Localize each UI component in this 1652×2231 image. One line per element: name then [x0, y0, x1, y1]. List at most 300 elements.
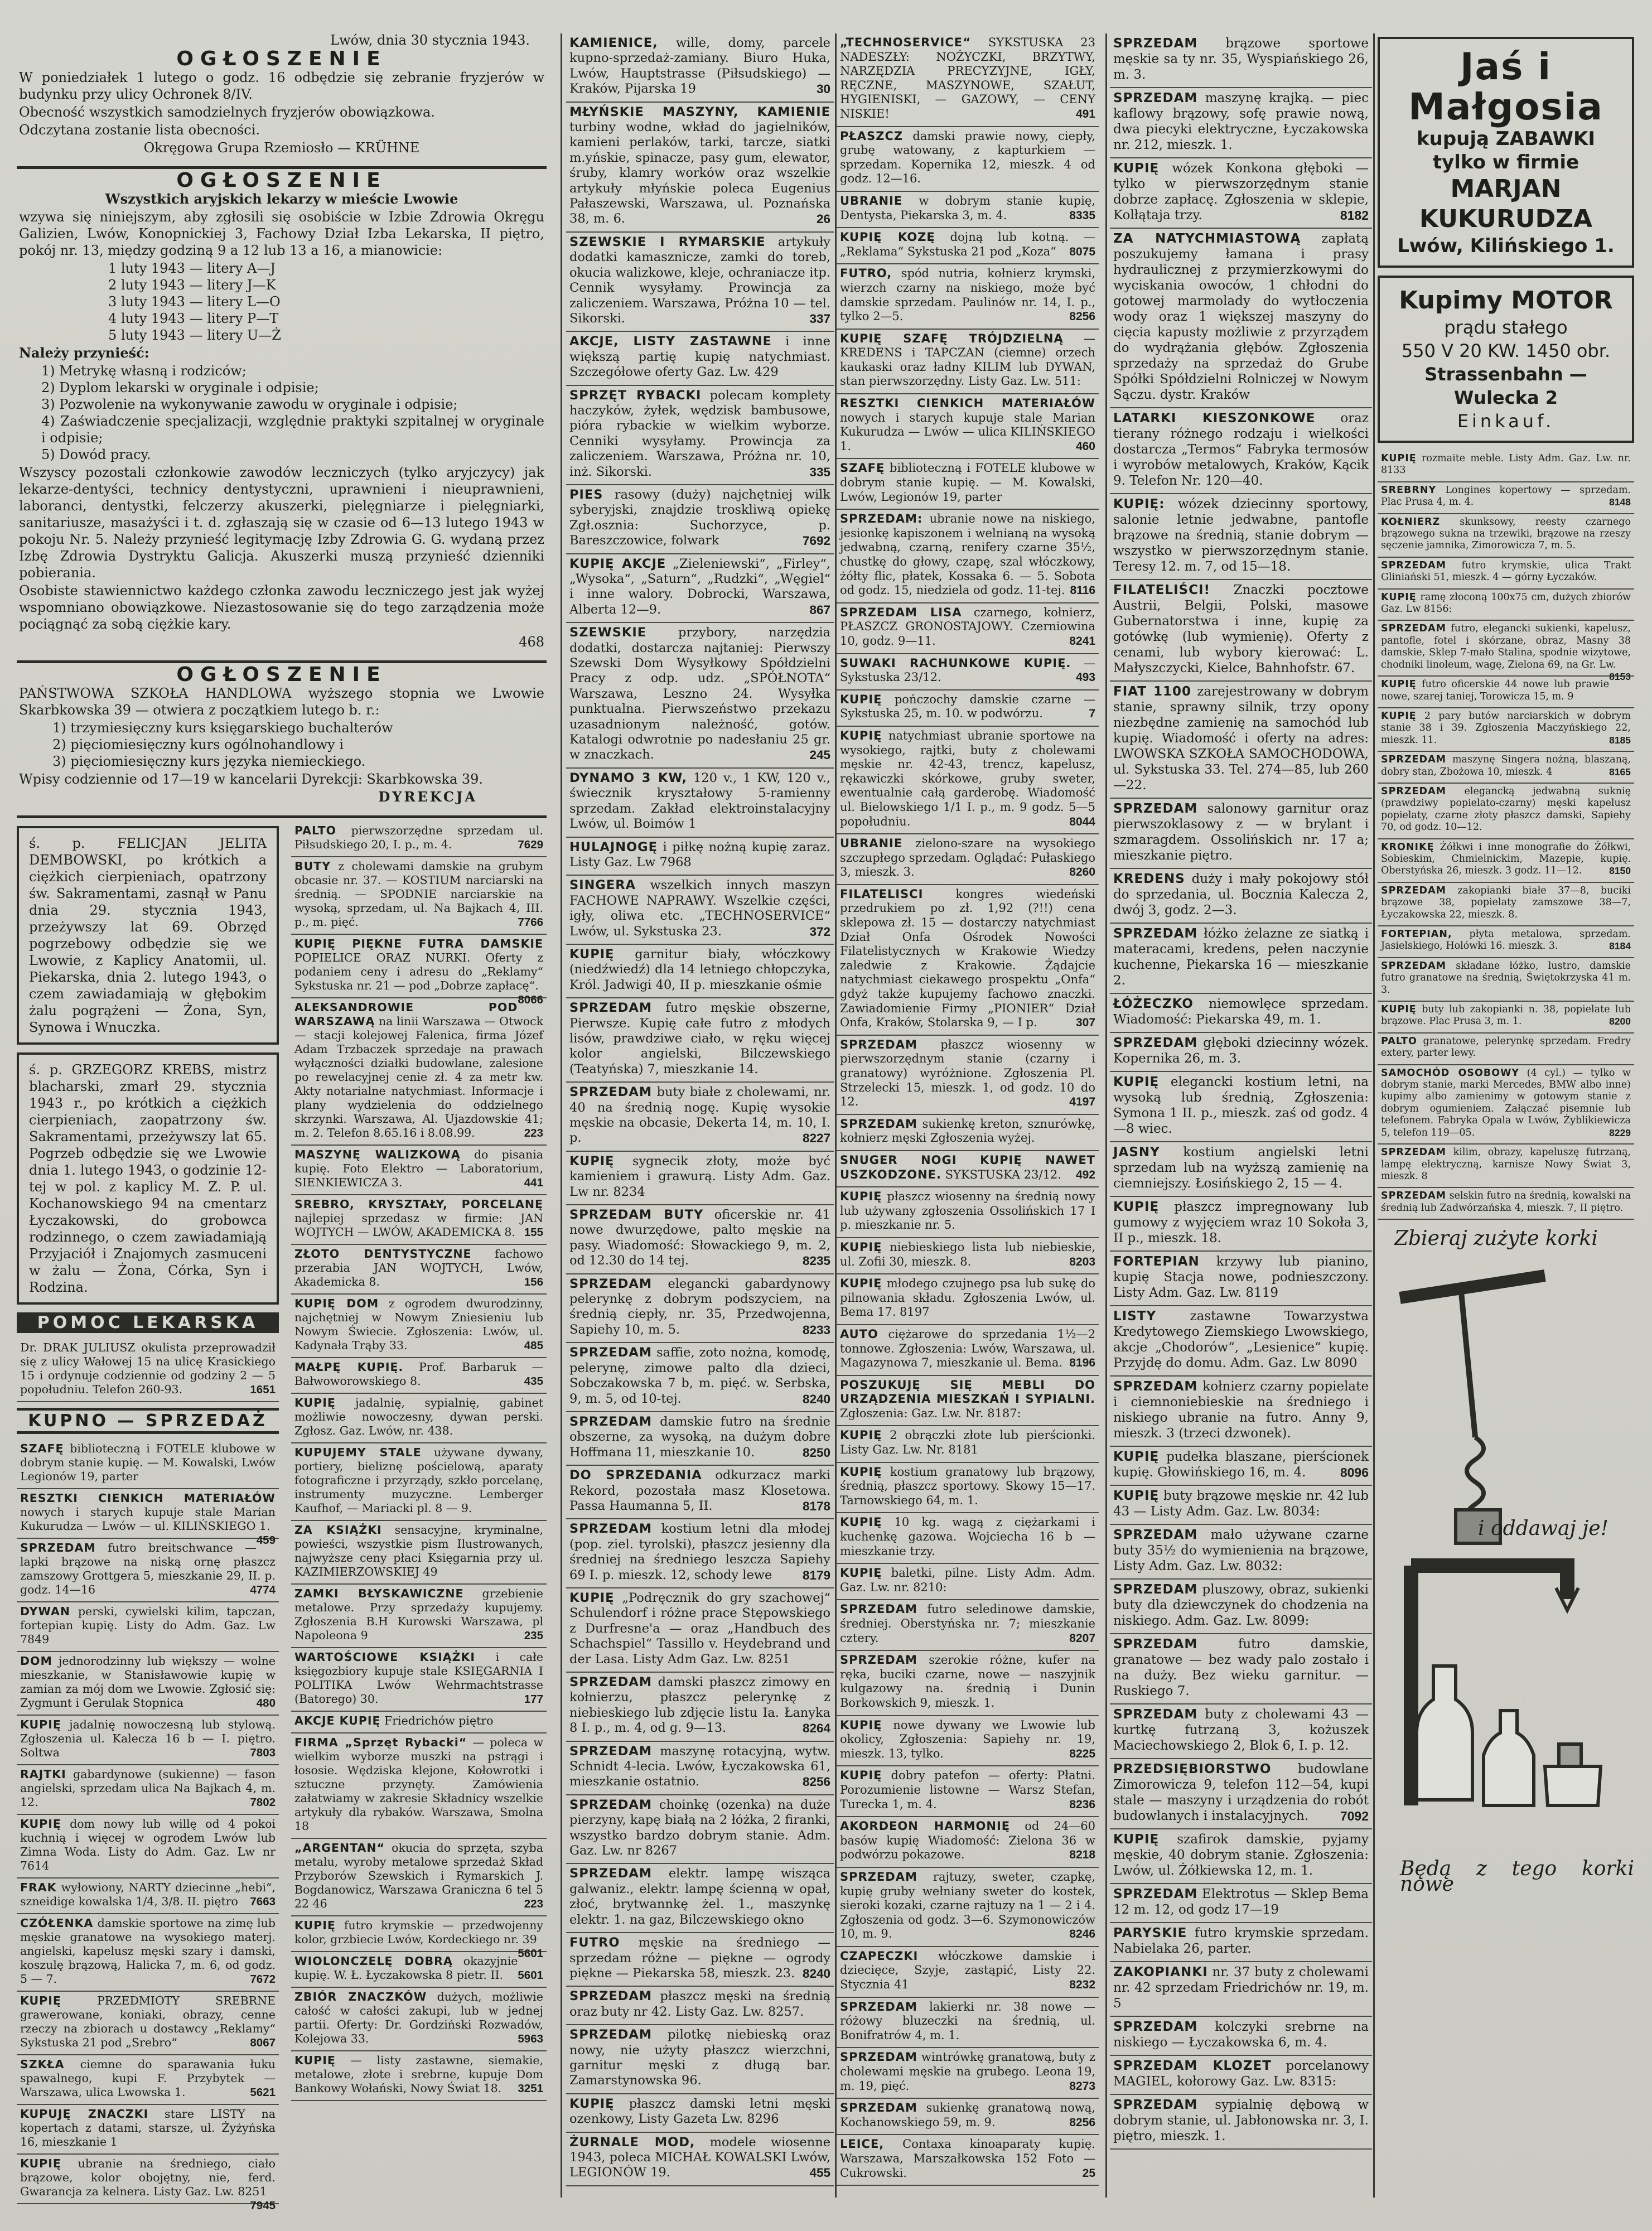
ad-keyword: KOŁNIERZ [1381, 516, 1441, 528]
classified-ad [566, 1519, 834, 1588]
column-ads [566, 33, 834, 2186]
ad-ref: 223 [524, 1127, 543, 1139]
classified-ad [1110, 33, 1372, 88]
classified-ad [1110, 869, 1372, 924]
ad-keyword: SZKŁA [20, 2058, 65, 2071]
ad-ref: 8067 [250, 2036, 276, 2049]
ad-keyword: SPRZEDAM BUTY [569, 1208, 704, 1223]
ad-text: ciemne do sparawania łuku spawalnego, kupi F. Przybytek — Warszawa, ulica Lwowska 1. [20, 2058, 276, 2099]
classified-ad [1378, 451, 1634, 482]
classified-ad [1378, 926, 1634, 958]
ad-keyword: AUTO [840, 1327, 878, 1341]
ad-keyword: KREDENS [1113, 872, 1185, 886]
classified-ad [837, 1564, 1099, 1600]
classified-ad [1110, 1704, 1372, 1759]
classified-ad [291, 1916, 547, 1960]
ad-text: damskie futro na średnie obszerne, za wysoką, na dużym dobre Hoffmana 11, mieszkanie 10. [569, 1414, 830, 1460]
classified-ad [566, 1083, 834, 1152]
classified-ad [1378, 883, 1634, 926]
schedule-line: 4 luty 1943 — litery P—T [108, 311, 279, 326]
schedule-line: 5 luty 1943 — litery U—Ż [108, 327, 281, 343]
classified-ad [1110, 799, 1372, 869]
classified-ad [1110, 229, 1372, 408]
ad-ref: 435 [524, 1375, 543, 1388]
ad-ref: 8096 [1340, 1465, 1369, 1480]
ad-text: „Zieleniewski“, „Firley“, „Wysoka“, „Saturn“, „Rudzki“, „Węgiel“ i inne walory. Dobrocki, Warszawa, Alberta 12—9. [569, 556, 830, 617]
ad-line: kupują ZABAWKI [1417, 128, 1595, 150]
ad-text: gabardynowe (sukienne) — fason angielski, sprzedam ulica Na Bajkach 4, m. 12. [20, 1768, 276, 1809]
classified-ad [837, 330, 1099, 394]
ad-keyword: MASZYNĘ WALIZKOWĄ [294, 1148, 461, 1161]
ad-text: dojną lub kotną. — „Reklama“ Sykstuska 21 pod „Koza“ [840, 230, 1095, 258]
ad-text: futro, elegancki sukienki, kapelusz, pantofle, fotel i skórzane, obraz, Masny 38 damskie, Sklep 7-mało Stalina, spodnie wizytowe, chodniki linoleum, wagę, Zielona 69, na Gr. Lw. [1381, 623, 1631, 670]
ad-text: damskie sportowe na zimę lub męskie granatowe na wysokiego materj. angielski, kapelusz męski szary i damski, koszulę brązową, Halicka 7, m. 6, od godz. 5 — 7. [20, 1916, 276, 1986]
classified-ad [291, 998, 547, 1146]
classified-ad [1110, 1033, 1372, 1072]
ad-text: oraz tierany różnego rodzaju i wielkości dostarcza „Termos“ Fabryka termosów i wyrobów metalowych, Kraków, Kącik 9. Telefon Nr. 120—40. [1113, 411, 1369, 488]
ad-text: Zgłoszenia: Gaz. Lw. Nr. 8187: [840, 1406, 1021, 1420]
ad-ref: 155 [524, 1226, 543, 1239]
course-item: 1) trzymiesięczny kurs księgarskiego buchalterów [52, 720, 393, 736]
ad-keyword: SPRZEDAM KLOZET [1113, 2059, 1272, 2073]
ad-keyword: KUPIĘ [20, 1718, 61, 1731]
ad-text: buty białe z cholewami, nr. 40 na średnią nogę. Kupię wysokie męskie na obcasie, Dekerta 14, m. 10, I. p. [569, 1085, 830, 1146]
ad-text: sukienkę granatową nową, Kochanowskiego 59, m. 9. [840, 2101, 1095, 2129]
classified-ad [1378, 590, 1634, 621]
ad-keyword: SPRZEDAM [840, 1602, 917, 1616]
ad-ref: 372 [809, 924, 830, 939]
classified-ad [1378, 677, 1634, 708]
ad-keyword: SPRZEDAM [1113, 2020, 1198, 2034]
ad-ref: 7692 [802, 534, 830, 548]
ad-text: łóżko żelazne ze siatką i materacami, kredens, pełen naczynie kuchenne, Piekarska 16 — mieszkanie 2. [1113, 926, 1369, 988]
classified-ad [566, 332, 834, 385]
ad-keyword: KUPIĘ [1381, 1004, 1417, 1016]
ad-ref: 307 [1075, 1016, 1095, 1030]
ad-text: okazyjnie kupię. W. Ł. Łyczakowska 8 pietr. II. [294, 1954, 518, 1982]
ad-text: odkurzacz marki Rekord, pozostała masz Klosetowa. Passa Haumanna 5, II. [569, 1468, 830, 1513]
ad-text: brązowe sportowe męskie sa ty nr. 35, Wyspiańskiego 26, m. 3. [1113, 36, 1369, 82]
ad-text: w dobrym stanie kupię, Dentysta, Piekarska 3, m. 4. [840, 194, 1095, 222]
ad-text: szerokie różne, kufer na ręka, buciki czarne, nowe — naszyjnik kulgazowy na. średnią i Dunin Borkowskich 9, mieszk. 1. [840, 1653, 1095, 1710]
ad-text: zarejestrowany w dobrym stanie, sprawny silnik, trzy opony niezbędne zamienię na samochód lub kupię. Wiadomość i oferty na adres: LWOWSKA SZKOŁA SAMOCHODOWA, ul. Sykstuska 33. Tel. 274—85, lub 260—22. [1113, 684, 1369, 793]
classified-ad [17, 2055, 279, 2105]
ad-keyword: BUTY [294, 859, 331, 873]
classified-ad [1110, 1962, 1372, 2017]
divider [17, 815, 547, 818]
ad-keyword: CZAPECZKI [840, 1949, 919, 1963]
classified-ad [291, 1245, 547, 1295]
classified-ad [1378, 1065, 1634, 1145]
ad-keyword: SPRZEDAM [1381, 1147, 1447, 1158]
ad-ref: 8185 [1609, 734, 1631, 746]
notice-closing: Wszyscy pozostali członkowie zawodów leczniczych (tylko aryjczycy) jak lekarze-dentyści, technicy dentystyczni, uprawnieni i nieuprawnieni, laboranci, dentystki, felczerzy akuszerki, pielęgniarze i pielęgniarki, sanitariusze, masażyści i t. d. zgłaszają się w czasie od 6—13 lutego 1943 w pokoju Nr. 5. Należy przynieść legitymację Izby Zdrowia G. G. wydaną przez Izbę Zdrowia Dystryktu Galicja. Akuszerki muszą przynieść dzienniki pobierania. [19, 465, 544, 581]
ad-keyword: SPRZEDAM [569, 1744, 653, 1759]
ad-keyword: KUPIĘ [840, 1515, 882, 1529]
ad-text: ciężarowe do sprzedania 1½—2 tonnowe. Zgłoszenia: Lwów, Warszawa, ul. Magazynowa 7, mieszkanie ul. Bema. [840, 1327, 1095, 1370]
classified-ad [837, 2135, 1099, 2186]
ad-line: Einkauf. [1457, 411, 1555, 432]
section-band: POMOC LEKARSKA [17, 1312, 279, 1333]
ad-keyword: KUPIĘ [294, 1396, 336, 1409]
classified-ad [566, 2133, 834, 2186]
classified-ad [837, 1274, 1099, 1325]
ad-text: i inne większą partię kupię natychmiast. Szczegółowe oferty Gaz. Lw. 429 [569, 334, 830, 380]
classified-ad [566, 1588, 834, 1673]
ad-keyword: LEICE, [840, 2137, 885, 2151]
ad-text: szafirok damskie, pyjamy męskie, 40 dobrym stanie. Zgłoszenia: Lwów, ul. Żółkiewska 12, m. 1. [1113, 1832, 1369, 1878]
requirement-item: 5) Dowód pracy. [41, 447, 151, 462]
classified-ad [1378, 1188, 1634, 1220]
ad-text: futro breitschwance — lapki brązowe na niską ornę płaszcz zamszowy Grottgera 5, mieszkanie 29, II. p. godz. 14—16 [20, 1541, 276, 1596]
ad-ref: 8250 [802, 1445, 830, 1460]
ad-text: pończochy damskie czarne — Sykstuska 25, m. 10. w podwórzu. [840, 692, 1095, 721]
ad-keyword: FORTEPIAN, [1381, 929, 1452, 940]
ad-keyword: KUPIĘ [840, 728, 882, 742]
illustration-caption: i oddawaj je! [1478, 1517, 1608, 1541]
ad-text: wintrówkę granatową, buty z cholewami męskie na grubego. Leona 19, m. 19, pięć. [840, 2050, 1095, 2093]
classified-ad [837, 2099, 1099, 2135]
ad-text: używane dywany, portiery, bieliznę pościelową, aparaty fotograficzne i przyrządy, szkło porcelanę, instrumenty muzyczne. Lemberger Kaufhof, — Mariacki pl. 8 — 9. [294, 1446, 543, 1515]
ad-keyword: SPRZEDAM [1113, 36, 1198, 51]
ad-text: i całe księgozbiory kupuje stale KSIĘGARNIA I POLITIKA Lwów Wehrmachtstrasse (Batorego) 30. [294, 1650, 543, 1706]
ad-ref: 3251 [518, 2082, 543, 2095]
ad-keyword: KUPIĘ [1381, 453, 1417, 464]
ad-keyword: DYNAMO 3 KW, [569, 770, 687, 785]
ad-text: futro oficerskie 44 nowe lub prawie nowe, szarej taniej, Torowicza 15, m. 9 [1381, 679, 1610, 702]
ad-text: fachowo przerabia JAN WOJTYCH, Lwów, Akademicka 8. [294, 1247, 543, 1288]
ad-keyword: SPRZEDAM [1381, 960, 1447, 972]
ad-ref: 156 [524, 1276, 543, 1288]
ad-keyword: SPRZEDAM [1113, 1887, 1198, 1901]
ad-text: pierwszorzędne sprzedam ul. Piłsudskiego 20, I. p., m. 4. [294, 824, 543, 851]
ad-line: tylko w firmie [1432, 151, 1579, 173]
classified-ad [837, 510, 1099, 603]
classified-ad [1378, 752, 1634, 784]
classified-ad [291, 1394, 547, 1443]
classified-ad [291, 2051, 547, 2101]
ad-text: choinkę (ozenka) na duże pierzyny, kapę białą na 2 łóżka, 2 firanki, wszystko bardzo dobrym stanie. Adm. Gaz. Lw. nr 8267 [569, 1797, 830, 1858]
ad-text: „Podręcznik do gry szachowej“ Schulendorf i różne prace Stępowskiego z Durfresne'a — oraz „Handbuch des Schachspiel“ Tassillo v. Heydebrand und der Lasa. Listy Adm Gaz. Lw. 8251 [569, 1590, 830, 1667]
classified-ad [837, 1817, 1099, 1868]
ad-text: Znaczki pocztowe Austrii, Belgii, Polski, masowe Gubernatorstwa i inne, kupię za gotówkę (lub wymienię). Oferty z cenami, lub wybory kierować: L. Małyszczycki, Kielce, Bahnhofstr. 67. [1113, 583, 1369, 675]
ad-keyword: SPRZEDAM [569, 1675, 653, 1689]
notice-line: Obecność wszystkich samodzielnych fryzjerów obowiązkowa. [19, 104, 435, 120]
ad-keyword: SAMOCHÓD OSOBOWY [1381, 1067, 1520, 1079]
ad-text: wózek Konkona głęboki — tylko w pierwszorzędnym stanie dobrze zapłacę. Zgłoszenia w sklepie, Kolłątaja trzy. [1113, 161, 1369, 223]
ad-text: elegancką jedwabną suknię (prawdziwy popielato-czarny) męski kapelusz popielaty, czarne złoty płaszcz damski, Sapiehy 70, od godz. 10—12. [1381, 785, 1631, 833]
ad-text: nr. 37 buty z cholewami nr. 42 sprzedam Friedrichów nr. 19, m. 5 [1113, 1965, 1369, 2011]
classified-ad [17, 2105, 279, 2155]
notice-title: OGŁOSZENIE [176, 663, 387, 686]
ad-text: jednorodzinny lub większy — wolne mieszkanie, w Stanisławowie kupię w zamian za mój dom we Lwowie. Zgłosić się: Zygmunt i Gerulak Stopnica [20, 1654, 276, 1710]
classified-ad [17, 1765, 279, 1815]
ad-text: sygnecik złoty, może być kamieniem i grawurą. Listy Adm. Gaz. Lw nr. 8234 [569, 1153, 830, 1199]
column-ads-display [1378, 33, 1634, 1900]
classified-ad [291, 1585, 547, 1648]
classified-ad [837, 1998, 1099, 2049]
classified-ad [1110, 1923, 1372, 1962]
ad-keyword: SPRZEDAM [840, 2050, 917, 2064]
ad-keyword: SPRZEDAM [840, 2000, 917, 2013]
ad-keyword: SPRZEDAM [1113, 1036, 1198, 1050]
ad-keyword: SPRZEDAM [1113, 91, 1198, 105]
ad-text: nowych i starych kupuje stale Marian Kukurudza — Lwów — ul. KILIŃSKIEGO 1. [20, 1505, 276, 1533]
notice-body: PAŃSTWOWA SZKOŁA HANDLOWA wyższego stopnia we Lwowie Skarbkowska 39 — otwiera z początkiem lutego b. r.: [19, 685, 544, 718]
ad-ref: 8232 [1069, 1978, 1095, 1992]
ad-text: ubranie na średniego, ciało brązowe, kolor obojętny, nie, ferd. Gwarancja za kelnera. Listy Gaz. Lw. 8251 [20, 2157, 276, 2198]
ad-ref: 7092 [1340, 1809, 1369, 1823]
ad-text: maszynę Singera nożną, blaszaną, dobry stan, Zbożowa 10, mieszk. 4 [1381, 754, 1631, 778]
ad-ref: 7629 [518, 838, 543, 851]
classified-ad [837, 1766, 1099, 1817]
ad-ref: 8116 [1070, 584, 1095, 597]
classified-ad [1110, 924, 1372, 994]
ad-text: pudełka blaszane, pierścionek kupię. Głowińskiego 16, m. 4. [1113, 1450, 1369, 1480]
notice-bring: Należy przynieść: [19, 345, 149, 361]
classified-ad [17, 2155, 279, 2212]
ad-ref: 8178 [802, 1499, 830, 1513]
ad-text: płaszcz męski na średnią oraz buty nr 42. Listy Gaz. Lw. 8257. [569, 1989, 830, 2019]
ad-keyword: KUPIĘ [569, 2096, 615, 2111]
classified-ad [837, 1115, 1099, 1151]
classified-ad [837, 1868, 1099, 1947]
ad-ref: 8241 [1069, 634, 1095, 648]
classified-ad [837, 1151, 1099, 1187]
ad-text: 10 kg. wagą z ciężarkami i kuchenkę gazowa. Wojciecha 16 b — mieszkanie trzy. [840, 1515, 1095, 1558]
schedule-line: 3 luty 1943 — litery L—O [108, 294, 281, 310]
classified-ad [837, 654, 1099, 690]
ad-text: na linii Warszawa — Otwock — stacji kolejowej Falenica, firma Józef Adam Trzbaczek sprzedaje na prawach wyłączności działki budowlane, zalesione po rewelacyjnej cenie zł. 4 za metr kw. Akty notarialne natychmiast. Informacje i plany wydzielenia do oddzielnego skrzynki. Warszawa, Al. Ujazdowskie 41; m. 2. Telefon 8.65.16 i 8.08.99. [294, 1015, 543, 1139]
ad-text: rozmaite meble. Listy Adm. Gaz. Lw. nr. 8133 [1381, 453, 1631, 476]
ad-keyword: FIAT 1100 [1113, 684, 1191, 699]
corkscrew-bottles-drawing [1378, 1253, 1629, 1856]
ad-text: sukienkę kreton, sznurówkę, kołnierz męski Zgłoszenia wyżej. [840, 1117, 1095, 1145]
ad-keyword: HULAJNOGĘ [569, 839, 658, 854]
ad-ref: 867 [809, 602, 830, 617]
ad-text: wyłowiony, NARTY dziecinne „hebi“, szneidige kowalska 1/4, 3/8. II. piętro [20, 1881, 276, 1908]
classified-ad [837, 1238, 1099, 1274]
ad-text: natychmiast ubranie sportowe na wysokiego, rajtki, buty z cholewami męskie nr. 42-43, trencz, kapelusz, rękawiczki skórkowe, gruby sweter, ewentualnie całą garderobę. Wiadomość ul. Bielowskiego 1/1 I. p., m. 9 godz. 5—5 popołudniu. [840, 728, 1095, 828]
ad-text: — KREDENS i TAPCZAN (ciemne) orzech kaukaski oraz ładny KILIM lub DYWAN, stan pierwszorzędny. Listy Gaz. Lw. 511: [840, 331, 1095, 388]
ad-text: czarnego, kołnierz, PŁASZCZ GRONOSTAJOWY. Czerniowina 10, godz. 9—11. [840, 605, 1095, 648]
classified-ad [1378, 1145, 1634, 1188]
ad-keyword: KUPIĘ [1113, 1450, 1160, 1464]
ad-keyword: SPRZEDAM [1113, 2098, 1198, 2112]
ad-keyword: MŁYŃSKIE MASZYNY, KAMIENIE [569, 104, 830, 119]
classified-ad [1378, 1034, 1634, 1065]
ad-keyword: ALEKSANDROWIE POD WARSZAWĄ [294, 1001, 518, 1028]
classified-ad [17, 1440, 279, 1489]
column-ads [837, 33, 1099, 2186]
ad-text: maszynę rotacyjną, wytw. Schnidt 4-lecia. Lwów, Łyczakowska 61, mieszkanie ostatnio. [569, 1744, 830, 1789]
ad-line: prądu stałego [1444, 317, 1568, 338]
classified-ad [291, 1295, 547, 1358]
ad-text: płaszcz damski letni męski ozenkowy, Listy Gazeta Lw. 8296 [569, 2096, 830, 2127]
obituary-box [17, 826, 279, 1045]
classified-ad [566, 1742, 834, 1795]
ad-text: z ogrodem dwurodzinny, najchętniej w Nowym Zniesieniu lub Nowym Świecie. Zgłoszenia: Lwów, ul. Kadynała Trąby 33. [294, 1297, 543, 1352]
classified-ad [837, 603, 1099, 654]
ad-keyword: POSZUKUJĘ SIĘ MEBLI DO URZĄDZENIA MIESZKAŃ I SYPIALNI. [840, 1378, 1095, 1406]
classified-ad [291, 857, 547, 935]
ad-text: głęboki dziecinny wózek. Kopernika 26, m. 3. [1113, 1036, 1369, 1066]
classified-ad [291, 1146, 547, 1195]
ad-ref: 223 [524, 1897, 543, 1910]
ad-ref: 7 [1089, 707, 1095, 721]
ad-item [17, 1339, 279, 1402]
ad-text: dobry patefon — oferty: Płatni. Porozumienie listowne — Warsz Stefan, Turecka 1, m. 4. [840, 1769, 1095, 1811]
classified-ad [566, 1205, 834, 1274]
ad-keyword: SPRZEDAM [569, 1797, 653, 1812]
notice-line: Odczytana zostanie lista obecności. [19, 122, 260, 138]
ad-keyword: KUPIĘ SZAFĘ TRÓJDZIELNĄ [840, 331, 1064, 345]
ad-ref: 8165 [1609, 766, 1631, 778]
ad-ref: 493 [1075, 671, 1095, 684]
ad-ref: 8203 [1069, 1255, 1095, 1268]
ad-ref: 492 [1075, 1168, 1095, 1181]
ad-ref: 485 [524, 1339, 543, 1352]
ad-text: krzywy lub pianino, kupię Stacja nowe, podnieszczony. Listy Adm. Gaz. Lw. 8119 [1113, 1254, 1369, 1300]
classified-ad [566, 103, 834, 233]
notice-sign: Okręgowa Grupa Rzemiosło — KRÜHNE [143, 140, 420, 156]
ad-text: salonowy garnitur oraz pierwszoklasowy z — w brylant i szmaragdem. Ossolińskich nr. 17 a; mieszkanie piętro. [1113, 801, 1369, 863]
notice-closing: Osobiste stawiennictwo każdego członka zawodu leczniczego jest jak wyżej wspomniano obowiązkowe. Niezastosowanie się do tego zarządzenia może pociągnąć za sobą ciężkie kary. [19, 583, 544, 632]
classified-ad [1110, 2017, 1372, 2056]
ad-text: damski prawie nowy, ciepły, grubę watowany, z kapturkiem — sprzedam. Kopernika 12, mieszk. 4 od godz. 12—16. [840, 129, 1095, 186]
classified-ad [1110, 1252, 1372, 1306]
ad-keyword: SPRZEDAM [1113, 1528, 1198, 1542]
ad-line: 550 V 20 KW. 1450 obr. [1401, 340, 1611, 361]
ad-keyword: KAMIENICE, [569, 36, 658, 50]
notice-heading: Wszystkich aryjskich lekarzy w mieście Lwowie [105, 191, 458, 207]
ad-keyword: SPRZEDAM [840, 2101, 917, 2115]
ad-keyword: KRONIKĘ [1381, 841, 1434, 853]
ad-keyword: SPRZEDAM [1381, 785, 1447, 797]
classified-ad [1110, 1197, 1372, 1252]
ad-ref: 7766 [518, 916, 543, 929]
classified-ad [1110, 1486, 1372, 1525]
requirement-item: 4) Zaświadczenie specjalizacji, względnie praktyki szpitalnej w oryginale i odpisie; [41, 413, 544, 446]
ad-text: elektr. lampę wisząca galwaniz., elektr. lampę ścienną w opał, złoć, brytwannkę żel. 1., maszynkę elektr. 1. na gaz, Bilczewskiego okno [569, 1866, 830, 1927]
column-notices [17, 33, 547, 2213]
ad-text: selskin futro na średnią, kowalski na średnią lub Zadwórzańska 4, mieszk. 7, II piętro. [1381, 1190, 1631, 1214]
ad-text: biblioteczną i FOTELE klubowe w dobrym stanie kupię. — M. Kowalski, Lwów, Legionów 19, parter [840, 461, 1095, 504]
classified-ad [1110, 1306, 1372, 1377]
ad-keyword: UBRANIE [840, 837, 903, 851]
classified-ad [837, 1187, 1099, 1238]
ad-keyword: KUPIĘ [840, 692, 882, 706]
ad-keyword: DYWAN [20, 1605, 71, 1618]
classified-ad [837, 1513, 1099, 1564]
ad-keyword: SZEWSKIE I RYMARSKIE [569, 234, 766, 249]
ad-text: Dr. DRAK JULIUSZ okulista przeprowadził się z ulicy Wałowej 15 na ulicę Krasickiego 15 i ordynuje codziennie od godziny 2 — 5 popołudniu. Telefon 260-93. [20, 1341, 276, 1396]
classified-ad [1378, 621, 1634, 683]
ad-text: oficerskie nr. 41 nowe dwurzędowe, palto męskie na pasy. Wiadomość: Słowackiego 9, m. 2, od 12.30 do 14 tej. [569, 1208, 830, 1268]
ad-text: płyta metalowa, sprzedam. Jasielskiego, Holówki 16. mieszk. 3. [1381, 929, 1631, 952]
ad-headline: Jaś i Małgosia [1408, 45, 1603, 128]
ad-keyword: KUPIĘ [840, 1240, 882, 1254]
ad-ref: 8066 [518, 993, 543, 1006]
ad-ref: 8184 [1609, 940, 1631, 952]
column-ads [1110, 33, 1372, 2150]
ad-text: najlepiej sprzedasz w firmie: JAN WOJTYCH — LWÓW, AKADEMICKA 8. [294, 1211, 543, 1239]
classified-ad [1110, 494, 1372, 580]
ad-keyword: KUPIĘ [1113, 1489, 1160, 1503]
ad-keyword: ŁÓŻECZKO [1113, 997, 1194, 1011]
ad-text: futro krymskie sprzedam. Nabielaka 26, parter. [1113, 1926, 1369, 1956]
classified-ad [566, 485, 834, 554]
ad-keyword: SREBRNY [1381, 484, 1437, 496]
classified-ad [1110, 408, 1372, 494]
classified-ad [566, 1466, 834, 1519]
ad-keyword: FUTRO, [840, 267, 892, 281]
classified-ad [291, 1988, 547, 2051]
ad-text: wózek dziecinny sportowy, salonie letnie jedwabne, pantofle brązowe na średnią, stanie dobrym — wszystko w pierwszorzędnym stanie. Teresy 12. m. 7, od 15—18. [1113, 497, 1369, 574]
ad-ref: 8153 [1609, 671, 1631, 683]
ad-keyword: FILATELIŚCI! [1113, 583, 1211, 597]
ad-keyword: UBRANIE [840, 194, 903, 207]
ad-keyword: ZAKOPIANKI [1113, 1965, 1208, 1979]
ad-ref: 8044 [1069, 815, 1095, 828]
ad-ref: 8179 [802, 1568, 830, 1582]
ad-text: nowe dywany we Lwowie lub okolicy, Zgłoszenia: Sapiehy nr. 19, mieszk. 13, tylko. [840, 1718, 1095, 1760]
ad-text: damski płaszcz zimowy en kołnierzu, płaszcz pelerynkę z niebieskiego lub zdjęcie listu Ia. Łanyka 8 I. p., m. 4, od g. 9—13. [569, 1675, 830, 1736]
ad-text: i piłkę nożną kupię zaraz. Listy Gaz. Lw 7968 [569, 839, 830, 870]
ad-ref: 335 [809, 465, 830, 479]
ad-text: zakopianki białe 37—8, buciki brązowe 38, popielaty zamszowe 38—7, Łyczakowska 22, mieszk. 8. [1381, 885, 1631, 920]
classified-ad [566, 1987, 834, 2025]
ad-ref: 245 [809, 748, 830, 762]
ad-text: pilotkę niebieską oraz nowy, nie użyty płaszcz wierzchni, garnitur męski z długą bar. Zamarstynowska 96. [569, 2027, 830, 2088]
ad-ref: 235 [524, 1629, 543, 1642]
ad-text: perski, cywielski kilim, tapczan, fortepian kupię. Listy do Adm. Gaz. Lw 7849 [20, 1605, 276, 1646]
classified-ad [1378, 1002, 1634, 1034]
ad-keyword: SPRZEDAM [569, 1276, 653, 1291]
classified-ad [837, 1947, 1099, 1998]
classified-ad [566, 998, 834, 1083]
ad-text: płaszcz wiosenny na średnią nowy lub używany zgłoszenia Ossolińskich 17 I p. mieszkanie nr. 5. [840, 1190, 1095, 1232]
ad-keyword: ZA KSIĄŻKI [294, 1523, 382, 1537]
ad-text: zielono-szare na wysokiego szczupłego sprzedam. Oglądać: Pułaskiego 3, mieszk. 3. [840, 837, 1095, 879]
ad-ref: 468 [519, 634, 544, 650]
ad-text: saffie, zoto nożna, komodę, pelerynę, zimowe palto dla dzieci, Sobczakowska 7 b, m. pięć. w. Serbska, 9, m. 5, od 10-tej. [569, 1345, 830, 1406]
ad-ref: 8150 [1609, 865, 1631, 877]
ad-ref: 8207 [1069, 1631, 1095, 1645]
ad-text: dom nowy lub willę od 4 pokoi kuchnią i więcej w ogrodem Lwów lub Zimna Woda. Listy do Adm. Gaz. Lw nr 7614 [20, 1817, 276, 1872]
classified-ad [1110, 994, 1372, 1033]
ad-text: (4 cyl.) — tylko w dobrym stanie, marki Mercedes, BMW albo inne) kupimy albo zamienimy w gotowym stanie z dobrym ogumieniem. Załączać pisemnie lub telefonem. Fabryka Opala w Lwów, Żyblikiewicza 5, telefon 119—05. [1381, 1067, 1631, 1138]
ad-text: młodego czujnego psa lub sukę do pilnowania składu. Zgłoszenia Lwów, ul. Bema 17. 8197 [840, 1277, 1095, 1319]
ad-keyword: KUPIĘ [294, 2054, 336, 2067]
ad-text: buty brązowe męskie nr. 42 lub 43 — Listy Adm. Gaz. Lw. 8034: [1113, 1489, 1369, 1519]
ad-text: PRZEDMIOTY SREBRNE grawerowane, koniaki, obrazy, cenne rzeczy na zbiorach u dostawcy „Reklamy“ Sykstuska 21 pod „Srebro“ [20, 1994, 276, 2049]
classified-ad [1110, 1829, 1372, 1884]
ad-ref: 26 [816, 212, 830, 226]
classified-ad [837, 264, 1099, 329]
ad-keyword: SPRZEDAM [569, 1989, 653, 2004]
ad-text: stare LISTY na kopertach z datami, starsze, ul. Żyżyńska 16, mieszkanie 1 [20, 2107, 276, 2148]
ad-headline: Kupimy MOTOR [1399, 286, 1613, 315]
ad-keyword: PIES [569, 487, 603, 502]
ad-text: budowlane Zimorowicza 9, telefon 112—54, kupi stale — maszyny i urządzenia do robót budowlanych i instalacyjnych. [1113, 1762, 1369, 1823]
ad-ref: 8182 [1340, 208, 1369, 223]
classified-ad [566, 386, 834, 485]
requirement-item: 3) Pozwolenie na wykonywanie zawodu w oryginale i odpisie; [41, 397, 458, 412]
ad-keyword: KUPIĘ [1113, 1200, 1160, 1214]
classified-ad [566, 1795, 834, 1865]
ad-keyword: MAŁPĘ KUPIĘ. [294, 1360, 404, 1374]
